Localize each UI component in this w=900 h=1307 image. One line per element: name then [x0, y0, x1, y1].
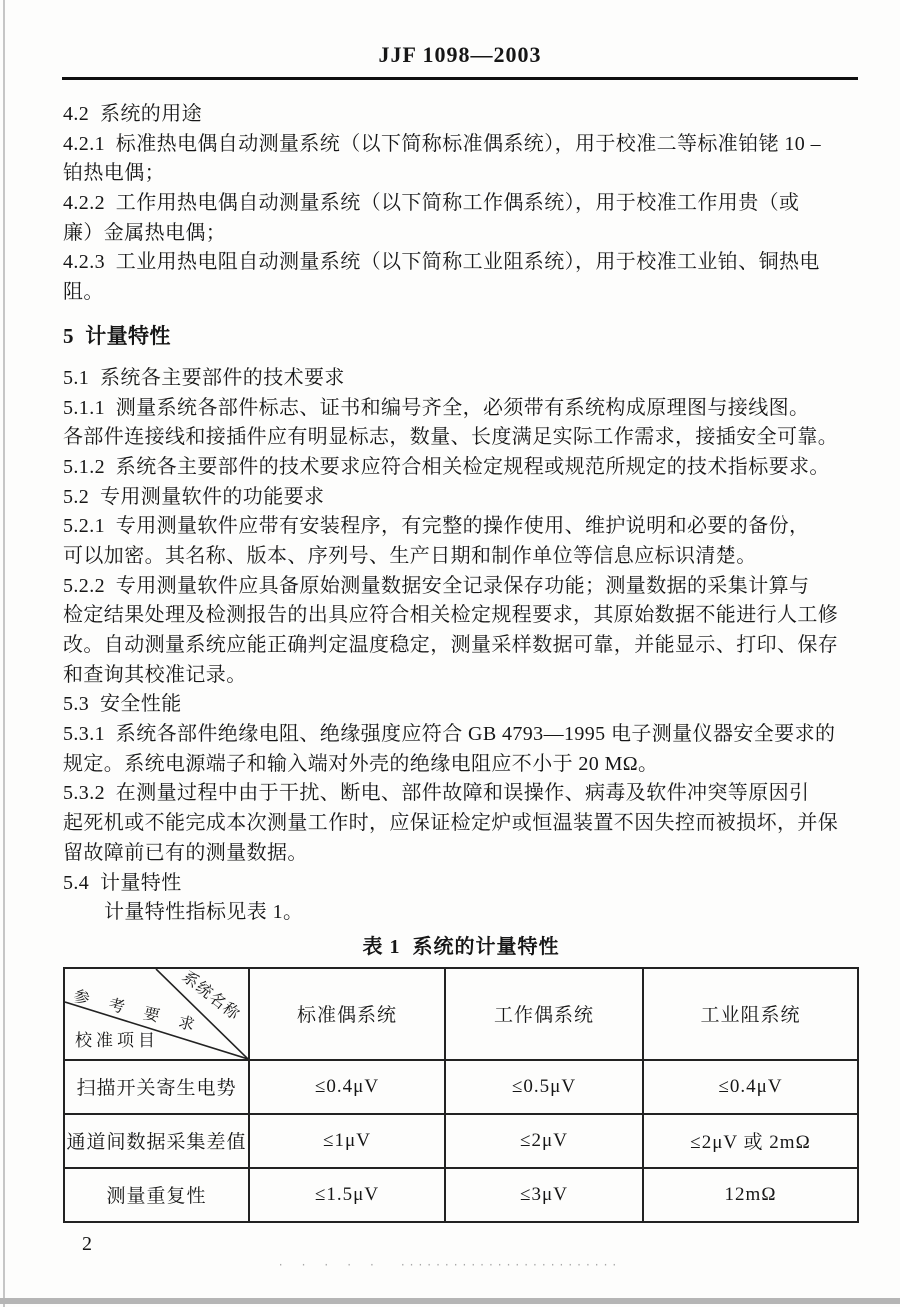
text-line: 各部件连接线和接插件应有明显标志，数量、长度满足实际工作需求，接插安全可靠。 [63, 426, 839, 449]
table-cell-value: ≤3μV [445, 1168, 643, 1222]
corner-label-system-name: 系统名称 [178, 968, 243, 1024]
text-line: 4.2 系统的用途 [63, 103, 202, 125]
text-line: 4.2.3 工业用热电阻自动测量系统（以下简称工业阻系统），用于校准工业铂、铜热电 [63, 251, 820, 274]
text-line: 5.1.2 系统各主要部件的技术要求应符合相关检定规程或规范所规定的技术指标要求。 [63, 455, 830, 478]
text-line: 5.2.2 专用测量软件应具备原始测量数据安全记录保存功能；测量数据的采集计算与 [63, 574, 810, 597]
column-header: 标准偶系统 [249, 968, 445, 1060]
column-header: 工业阻系统 [643, 968, 858, 1060]
row-label: 测量重复性 [64, 1168, 249, 1222]
scan-bottom-edge [0, 1298, 900, 1304]
row-label: 通道间数据采集差值 [64, 1114, 249, 1168]
section-heading: 5 计量特性 [63, 323, 171, 348]
header-rule [62, 77, 858, 80]
text-line: 4.2.1 标准热电偶自动测量系统（以下简称标准偶系统），用于校准二等标准铂铑 10 – [63, 132, 821, 155]
text-line: 起死机或不能完成本次测量工作时，应保证检定炉或恒温装置不因失控而被损坏，并保 [63, 812, 839, 835]
table-cell-value: ≤1.5μV [249, 1168, 445, 1222]
metrology-table [63, 967, 859, 1223]
table-row [64, 1114, 858, 1168]
footer-dots-spaced: ····· [278, 1258, 393, 1272]
text-line: 检定结果处理及检测报告的出具应符合相关检定规程要求，其原始数据不能进行人工修 [63, 604, 839, 627]
table-cell-value: 12mΩ [643, 1168, 858, 1222]
text-line: 和查询其校准记录。 [63, 663, 247, 686]
scan-left-edge [3, 0, 5, 1307]
text-line: 5.3.1 系统各部件绝缘电阻、绝缘强度应符合 GB 4793—1995 电子测量仪器安全要求的 [63, 723, 836, 746]
table-cell-value: ≤1μV [249, 1114, 445, 1168]
text-line: 5.2.1 专用测量软件应带有安装程序，有完整的操作使用、维护说明和必要的备份， [63, 515, 810, 538]
table-title: 表 1 系统的计量特性 [362, 935, 560, 958]
text-line: 5.3 安全性能 [63, 693, 182, 716]
footer-dots-dense: ························· [400, 1258, 622, 1272]
corner-label-calibration-item: 校准项目 [75, 1030, 159, 1050]
text-line: 计量特性指标见表 1。 [104, 901, 304, 924]
document-body [63, 100, 859, 1223]
table-corner-cell [64, 968, 249, 1060]
text-line: 可以加密。其名称、版本、序列号、生产日期和制作单位等信息应标识清楚。 [63, 544, 757, 567]
corner-label-reference-requirement: 参 考 要 求 [71, 987, 204, 1037]
table-cell-value: ≤2μV [445, 1114, 643, 1168]
table-cell-value: ≤2μV 或 2mΩ [643, 1114, 858, 1168]
table-cell-value: ≤0.5μV [445, 1060, 643, 1114]
text-line: 5.3.2 在测量过程中由于干扰、断电、部件故障和误操作、病毒及软件冲突等原因引 [63, 782, 810, 805]
text-line: 规定。系统电源端子和输入端对外壳的绝缘电阻应不小于 20 MΩ。 [63, 752, 659, 775]
table-row [64, 1060, 858, 1114]
text-line: 5.1 系统各主要部件的技术要求 [63, 366, 345, 389]
table-row [64, 1168, 858, 1222]
column-header: 工作偶系统 [445, 968, 643, 1060]
text-line: 5.1.1 测量系统各部件标志、证书和编号齐全，必须带有系统构成原理图与接线图。 [63, 396, 810, 419]
text-line: 留故障前已有的测量数据。 [63, 841, 308, 864]
table-cell-value: ≤0.4μV [643, 1060, 858, 1114]
text-line: 铂热电偶； [63, 162, 165, 185]
text-line: 4.2.2 工作用热电偶自动测量系统（以下简称工作偶系统），用于校准工作用贵（或 [63, 192, 800, 215]
row-label: 扫描开关寄生电势 [64, 1060, 249, 1114]
text-line: 阻。 [63, 281, 104, 304]
text-line: 改。自动测量系统应能正确判定温度稳定，测量采样数据可靠，并能显示、打印、保存 [63, 634, 839, 656]
text-line: 廉）金属热电偶； [63, 221, 227, 244]
document-code: JJF 1098—2003 [378, 42, 542, 67]
text-line: 5.4 计量特性 [63, 871, 182, 894]
page-number: 2 [82, 1233, 92, 1255]
text-line: 5.2 专用测量软件的功能要求 [63, 485, 325, 508]
table-cell-value: ≤0.4μV [249, 1060, 445, 1114]
footer-dots [0, 1258, 900, 1272]
